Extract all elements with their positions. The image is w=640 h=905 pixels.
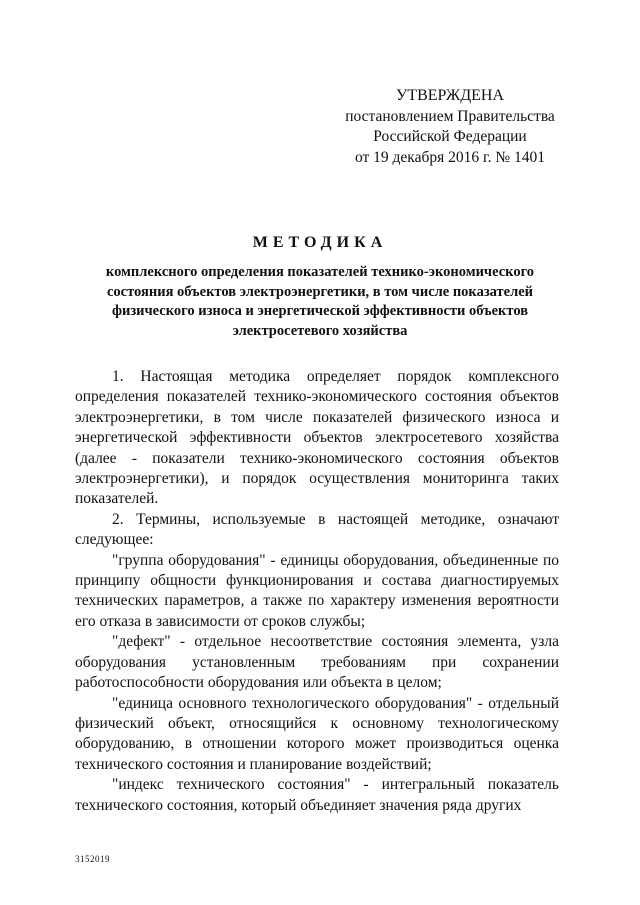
paragraph-2: 2. Термины, используемые в настоящей методике, означают следующее: xyxy=(75,510,559,549)
document-title: МЕТОДИКА xyxy=(252,234,388,251)
page-code: 3152019 xyxy=(75,854,110,864)
definition-defect: "дефект" - отдельное несоответствие состояния элемента, узла оборудования установленным требованиям при сохранении работоспособности оборудования или объекта в целом; xyxy=(75,633,559,692)
definition-equipment-unit: "единица основного технологического оборудования" - отдельный физический объект, относящийся к основному технологическому оборудованию, в отношении которого может производиться оценка технического состояния и планирование воздействий; xyxy=(75,694,559,773)
subtitle-line: состояния объектов электроэнергетики, в том числе показателей xyxy=(106,283,533,300)
approval-line-3: от 19 декабря 2016 г. № 1401 xyxy=(354,148,546,166)
approval-line-1: постановлением Правительства xyxy=(345,107,555,125)
approval-heading: УТВЕРЖДЕНА xyxy=(395,87,504,104)
definition-equipment-group: "группа оборудования" - единицы оборудования, объединенные по принципу общности функционирования и состава диагностируемых технических параметров, а также по характеру изменения вероятности его отказа в зависимости от сроков службы; xyxy=(75,551,559,630)
subtitle-line: физического износа и энергетической эффективности объектов xyxy=(111,303,529,319)
definition-condition-index: "индекс технического состояния" - интегральный показатель технического состояния, который объединяет значения ряда других xyxy=(75,776,559,814)
document-body xyxy=(75,367,559,816)
approval-block xyxy=(330,86,570,168)
paragraph-1: 1. Настоящая методика определяет порядок комплексного определения показателей технико-экономического состояния объектов электроэнергетики, в том числе показателей физического износа и энергетической эффективности объектов электросетевого хозяйства (далее - показатели технико-экономического состояния объектов электроэнергетики), и порядок осуществления мониторинга таких показателей. xyxy=(75,368,559,508)
subtitle-line: комплексного определения показателей технико-экономического xyxy=(105,264,535,280)
subtitle-line: электросетевого хозяйства xyxy=(232,322,408,339)
document-subtitle xyxy=(60,263,580,341)
approval-line-2: Российской Федерации xyxy=(373,128,527,145)
